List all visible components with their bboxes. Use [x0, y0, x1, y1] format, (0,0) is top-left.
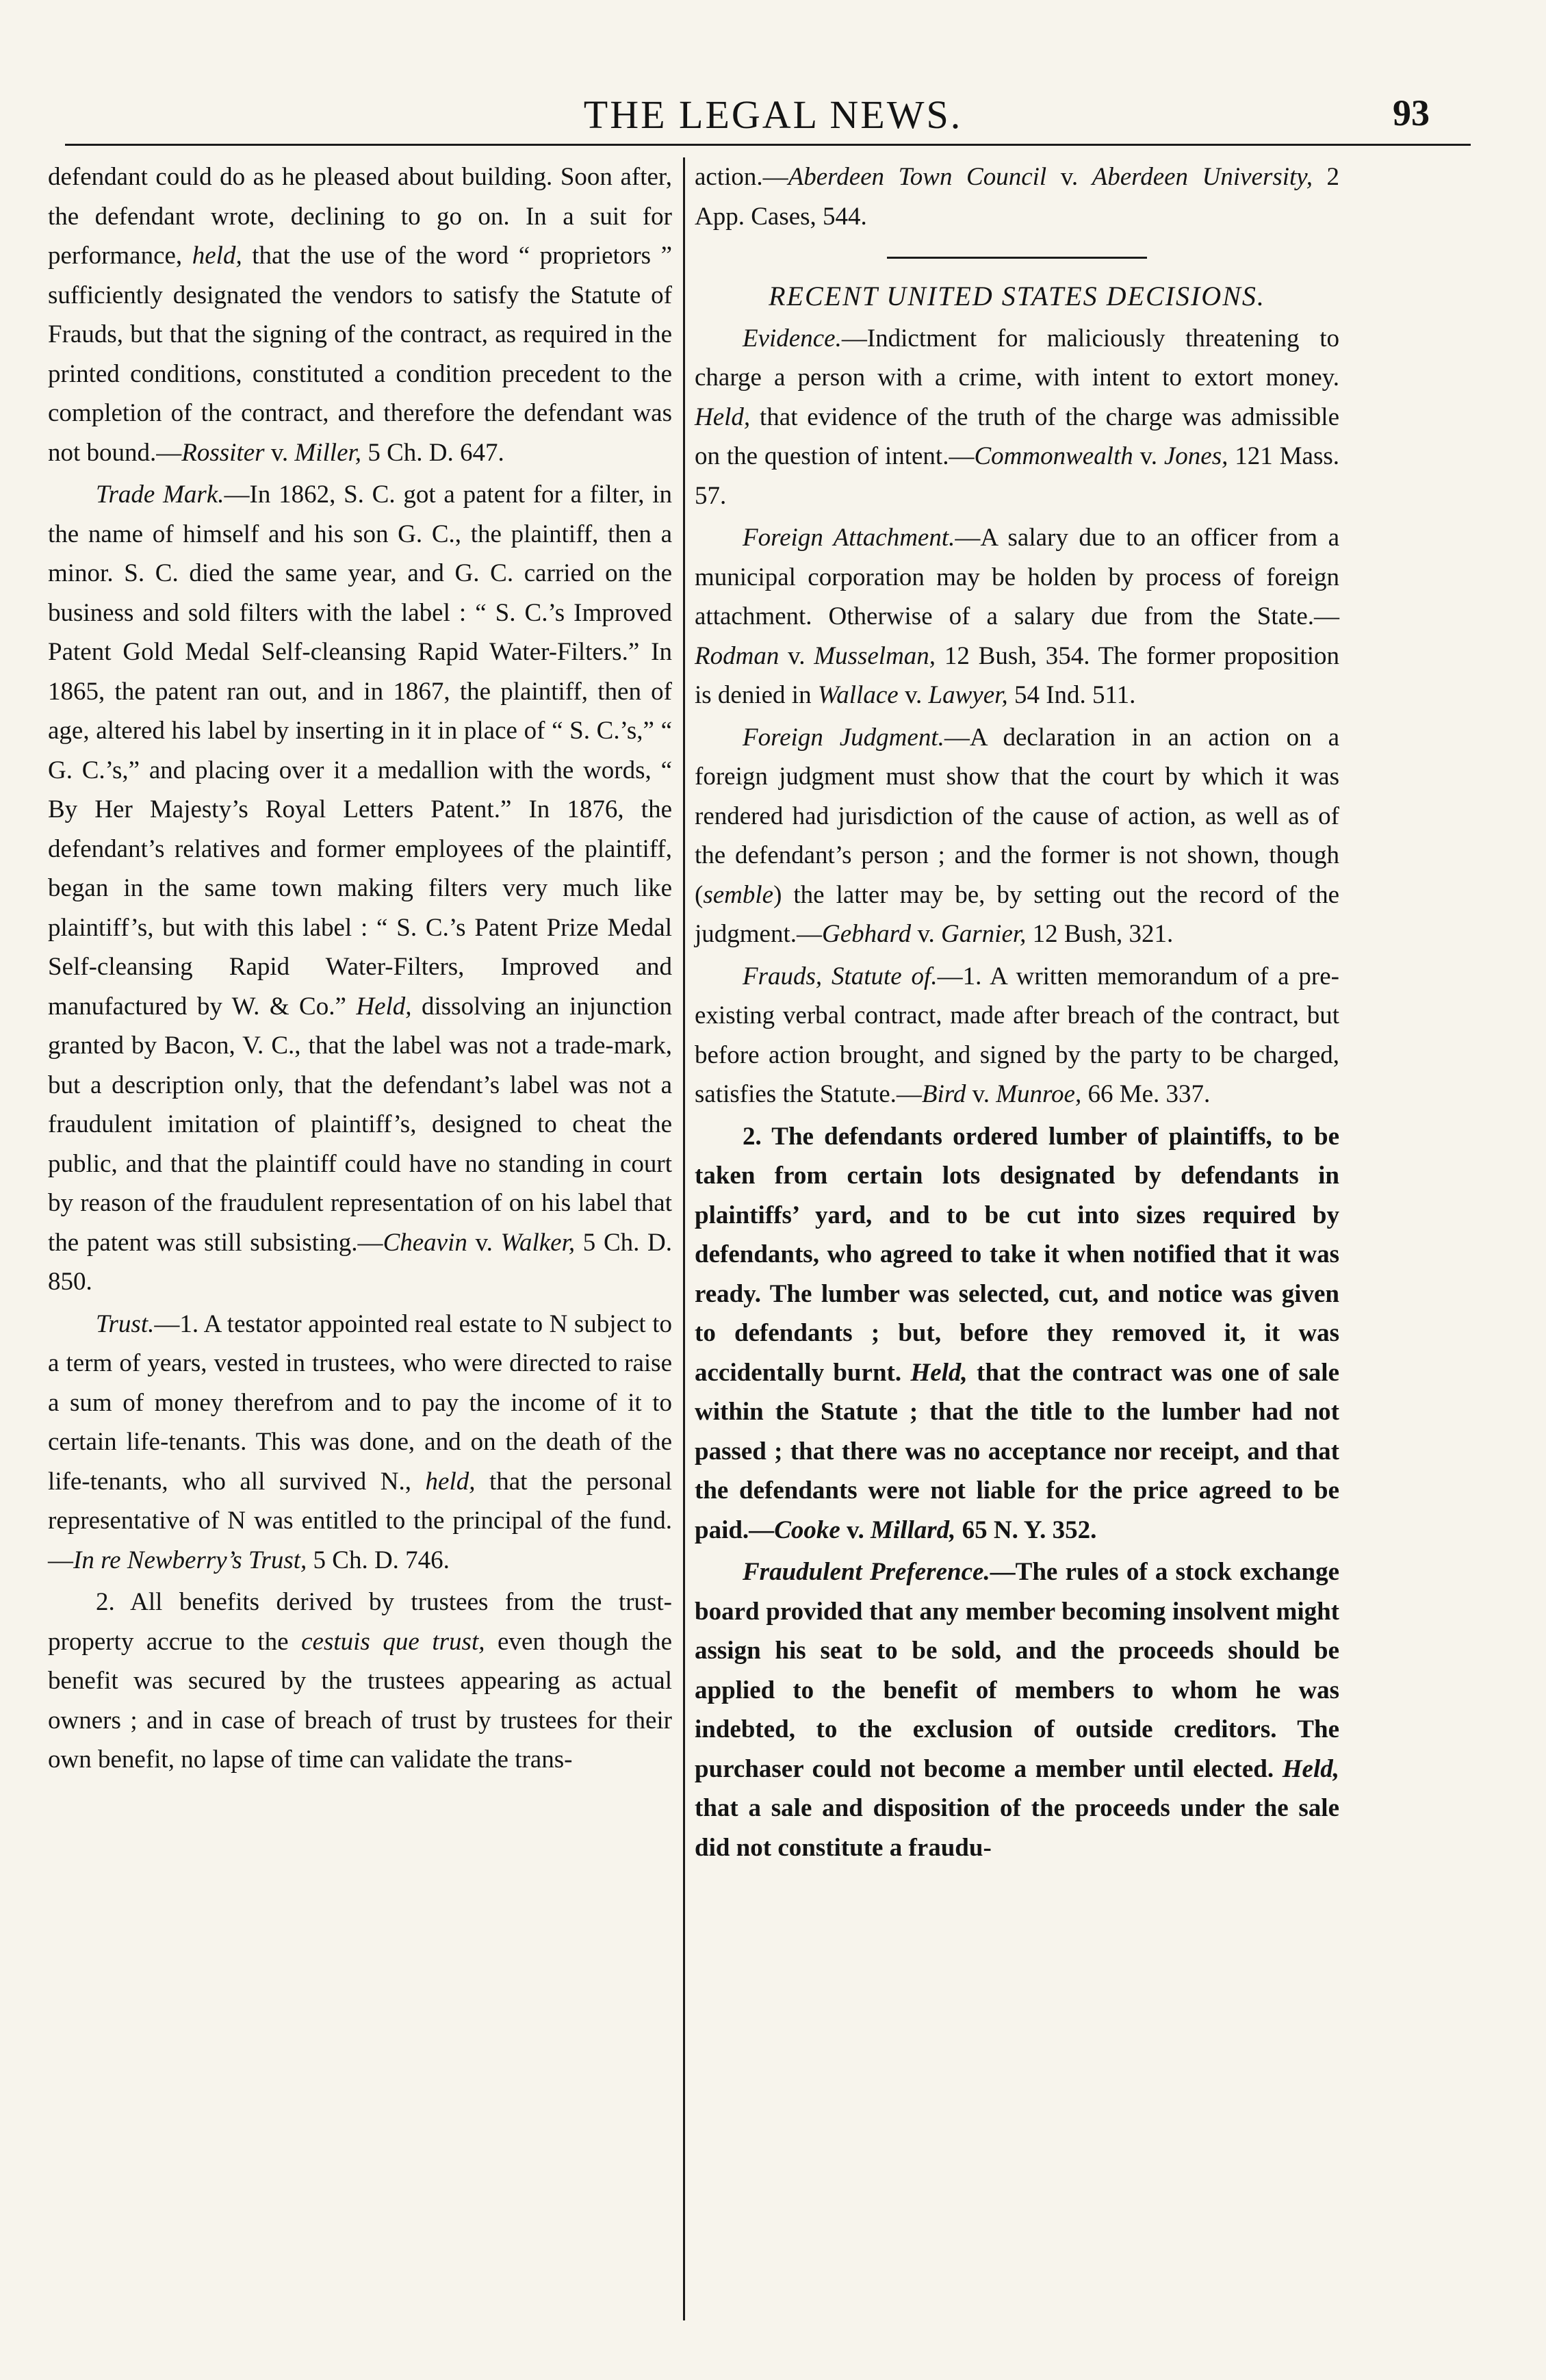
citation-ref: 5 Ch. D. 746.	[307, 1546, 450, 1574]
header-rule	[65, 144, 1471, 146]
text: —1. A testator appointed real estate to N subject to a term of years, vested in trustees, who were directed to raise a sum of money therefrom and to pay the income of it to certain life-tenants. This was done, and on the death of the life-tenants, who all survived N.,	[48, 1309, 672, 1496]
column-divider	[683, 157, 685, 2320]
text: action.—	[695, 163, 788, 191]
right-column	[695, 157, 1339, 1867]
case-name: In re Newberry’s Trust,	[73, 1546, 307, 1574]
publication-title: THE LEGAL NEWS.	[583, 92, 963, 137]
text: defendant could do as he pleased about building. Soon after, the defendant wrote, declining to go on. In a suit for performance,	[48, 163, 672, 270]
topic-heading: Frauds, Statute of.	[743, 962, 938, 990]
versus: v.	[467, 1228, 501, 1257]
versus: v.	[1133, 442, 1164, 470]
versus: v.	[264, 438, 295, 467]
case-name: Commonwealth	[974, 442, 1133, 470]
paragraph-rossiter	[48, 157, 672, 472]
citation-ref: 5 Ch. D. 647.	[361, 438, 504, 467]
text: —In 1862, S. C. got a patent for a filter, in the name of himself and his son G. C., the plaintiff, then a minor. S. C. died the same year, and G. C. carried on the business and sold filters with the label : “ S. C.’s Improved Patent Gold Medal Self-cleansing Rapid Water-Filters.” In 1865, the patent ran out, and in 1867, the plaintiff, then of age, altered his label by inserting in it in place of “ S. C.’s,” “ G. C.’s,” and placing over it a medallion with the words, “ By Her Majesty’s Royal Letters Patent.” In 1876, the defendant’s relatives and former employees of the plaintiff, began in the same town making filters very much like plaintiff’s, but with this label : “ S. C.’s Patent Prize Medal Self-cleansing Rapid Water-Filters, Improved and manufactured by W. & Co.”	[48, 481, 673, 1021]
paragraph-foreign-judgment	[695, 718, 1339, 954]
text: ) the latter may be, by setting out the record of the judgment.—	[695, 880, 1339, 948]
text: that the personal representative of N was entitled to the principal of the fund.—	[48, 1467, 672, 1574]
case-name: Aberdeen University,	[1092, 163, 1313, 191]
paragraph-aberdeen	[695, 157, 1339, 236]
versus: v.	[840, 1515, 871, 1544]
citation-ref: 54 Ind. 511.	[1007, 681, 1136, 709]
text: that a sale and disposition of the proceeds under the sale did not constitute a fraudu-	[695, 1794, 1339, 1862]
case-name: Lawyer,	[928, 681, 1008, 709]
paragraph-trust-1	[48, 1305, 672, 1581]
topic-heading: Foreign Judgment.	[743, 723, 944, 752]
topic-heading: Foreign Attachment.	[743, 524, 955, 552]
topic-heading: Trust.	[96, 1309, 155, 1338]
text: even though the benefit was secured by the trustees appearing as actual owners ; and in case of breach of trust by trustees for their own benefit, no lapse of time can validate the trans-	[48, 1627, 673, 1774]
case-name: Munroe,	[996, 1080, 1082, 1108]
case-name: Aberdeen Town Council	[788, 163, 1047, 191]
held-word: Held,	[1282, 1754, 1339, 1783]
paragraph-foreign-attachment	[695, 518, 1339, 715]
versus: v.	[1046, 163, 1092, 191]
paragraph-frauds-2	[695, 1117, 1339, 1550]
citation-ref: 2 App. Cases, 544.	[695, 163, 1340, 231]
case-name: Rossiter	[181, 438, 265, 467]
citation-ref: 5 Ch. D. 850.	[48, 1228, 672, 1296]
text: —1. A written memorandum of a pre-existing verbal contract, made after breach of the contract, but before action brought, and signed by the party to be charged, satisfies the Statute.—	[695, 962, 1339, 1108]
case-name: Wallace	[817, 681, 899, 709]
text: that evidence of the truth of the charge was admissible on the question of intent.—	[695, 402, 1339, 470]
paragraph-frauds-1	[695, 957, 1339, 1114]
case-name: Musselman,	[814, 641, 936, 670]
running-head	[41, 82, 1505, 144]
case-name: Millard,	[871, 1515, 956, 1544]
held-word: held,	[425, 1467, 476, 1496]
paragraph-trust-2	[48, 1583, 672, 1780]
text: 2. The defendants ordered lumber of plaintiffs, to be taken from certain lots designated by defendants in plaintiffs’ yard, and to be cut into sizes required by defendants, who agreed to take it when notified that it was ready. The lumber was selected, cut, and notice was given to defendants ; but, before they removed it, it was accidentally burnt.	[695, 1122, 1339, 1387]
case-name: Gebhard	[822, 920, 912, 948]
latin-term: cestuis que trust,	[301, 1627, 485, 1656]
text: —A declaration in an action on a foreign judgment must show that the court by which it was rendered had jurisdiction of the cause of action, as well as of the defendant’s person ; and the former is not shown, though (	[695, 723, 1339, 909]
versus: v.	[898, 681, 929, 709]
versus: v.	[779, 641, 814, 670]
versus: v.	[966, 1080, 996, 1108]
text: that the contract was one of sale within the Statute ; that the title to the lumber had not passed ; that there was no acceptance nor receipt, and that the defendants were not liable for the price agreed to be paid.—	[695, 1358, 1339, 1544]
citation-ref: 121 Mass. 57.	[695, 442, 1339, 510]
page-number: 93	[1393, 92, 1430, 133]
case-name: Cooke	[774, 1515, 840, 1544]
case-name: Bird	[921, 1080, 966, 1108]
case-name: Rodman	[695, 641, 780, 670]
held-word: Held,	[695, 402, 751, 431]
case-name: Walker,	[500, 1228, 576, 1257]
text: —The rules of a stock exchange board provided that any member becoming insolvent might assign his seat to be sold, and the proceeds should be applied to the benefit of members to whom he was indebted, to the exclusion of outside creditors. The purchaser could not become a member until elected.	[695, 1558, 1339, 1783]
citation-ref: 65 N. Y. 352.	[955, 1515, 1097, 1544]
held-word: Held,	[356, 992, 412, 1021]
left-column	[48, 157, 672, 1780]
case-name: Cheavin	[383, 1228, 467, 1257]
text: —Indictment for maliciously threatening to charge a person with a crime, with intent to extort money.	[695, 324, 1339, 392]
latin-term: semble	[703, 880, 774, 909]
topic-heading: Fraudulent Preference.	[743, 1558, 990, 1586]
citation-ref: 66 Me. 337.	[1081, 1080, 1211, 1108]
case-name: Garnier,	[941, 920, 1027, 948]
topic-heading: Trade Mark.	[96, 481, 224, 509]
section-heading: RECENT UNITED STATES DECISIONS.	[769, 281, 1265, 311]
case-name: Miller,	[294, 438, 362, 467]
text: 2. All benefits derived by trustees from the trust-property accrue to the	[48, 1588, 672, 1656]
case-name: Jones,	[1163, 442, 1228, 470]
citation-ref: 12 Bush, 321.	[1026, 920, 1174, 948]
topic-heading: Evidence.	[743, 324, 842, 353]
held-word: held,	[192, 242, 242, 270]
section-rule	[887, 257, 1147, 259]
text: 12 Bush, 354. The former proposition is denied in	[695, 641, 1339, 709]
held-word: Held,	[910, 1358, 968, 1387]
versus: v.	[911, 920, 942, 948]
text: dissolving an injunction granted by Bacon, V. C., that the label was not a trade-mark, but a description only, that the defendant’s label was not a fraudulent imitation of plaintiff’s, designed to cheat the public, and that the plaintiff could have no standing in court by reason of the fraudulent representation of on his label that the patent was still subsisting.—	[48, 992, 672, 1257]
text: that the use of the word “ proprietors ” sufficiently designated the vendors to satisfy the Statute of Frauds, but that the signing of the contract, as required in the printed conditions, constituted a condition precedent to the completion of the contract, and therefore the defendant was not bound.—	[48, 242, 672, 467]
paragraph-trade-mark	[48, 475, 672, 1302]
paragraph-fraudulent-preference	[695, 1552, 1339, 1867]
paragraph-evidence	[695, 319, 1339, 516]
text: —A salary due to an officer from a municipal corporation may be holden by process of foreign attachment. Otherwise of a salary due from the State.—	[695, 524, 1339, 630]
